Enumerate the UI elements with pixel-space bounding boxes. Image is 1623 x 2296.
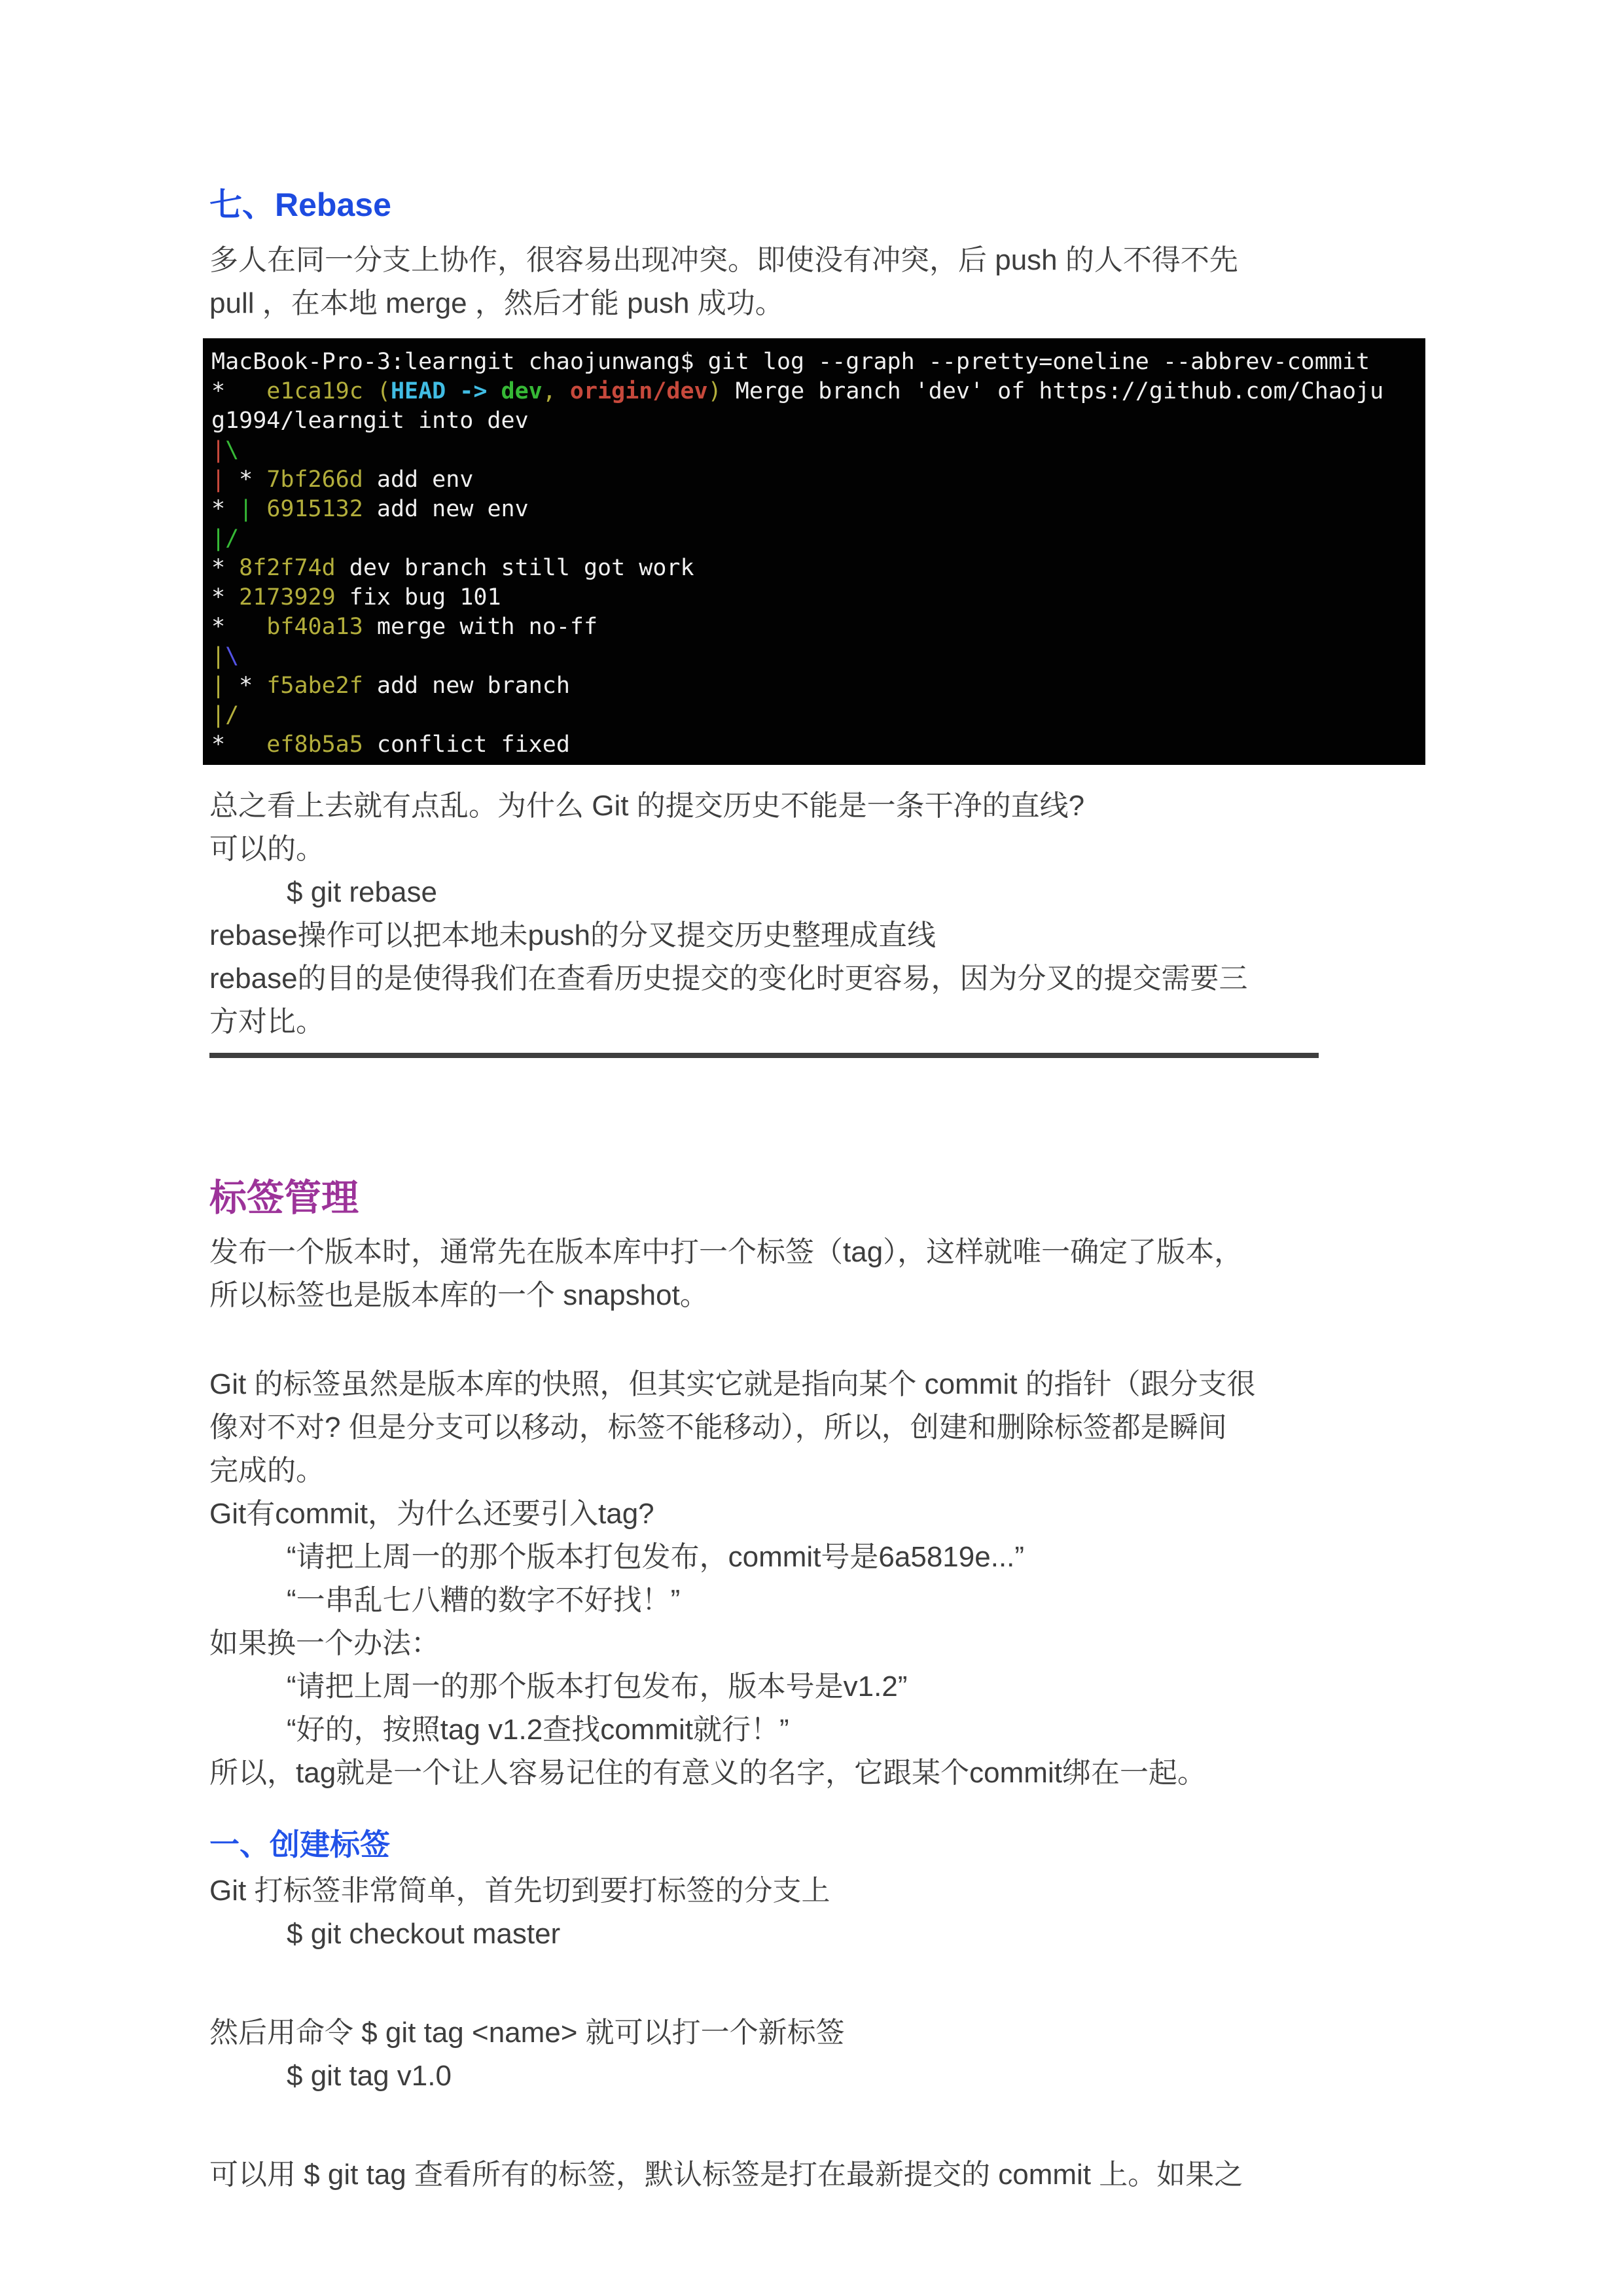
- text-line: Git有commit，为什么还要引入tag?: [209, 1498, 654, 1530]
- remote-ref: origin/dev: [569, 378, 708, 404]
- terminal-line: g1994/learngit into dev: [211, 408, 529, 434]
- graph-edge: \: [225, 437, 240, 463]
- head-ref: HEAD ->: [390, 378, 501, 404]
- commit-hash: 6915132: [266, 496, 363, 522]
- command-line: $ git rebase: [287, 876, 437, 908]
- terminal-line: [211, 347, 1425, 377]
- commit-hash: e1ca19c (: [266, 378, 391, 404]
- text-line: 如果换一个办法：: [209, 1627, 440, 1659]
- graph-edge: |/: [211, 702, 240, 728]
- quote-line: “一串乱七八糟的数字不好找！”: [287, 1584, 681, 1616]
- text-line: 完成的。: [209, 1455, 325, 1487]
- blank-space: [209, 1956, 1427, 2011]
- text-line: 所以，tag就是一个让人容易记住的有意义的名字，它跟某个commit绑在一起。: [209, 1757, 1206, 1789]
- terminal-line: [211, 436, 1425, 465]
- text-line: 发布一个版本时，通常先在版本库中打一个标签（tag），这样就唯一确定了版本，: [209, 1236, 1243, 1268]
- quote-line: “请把上周一的那个版本打包发布，版本号是v1.2”: [287, 1670, 908, 1703]
- text-line: 可以用 $ git tag 查看所有的标签，默认标签是打在最新提交的 commit 上。如果之: [209, 2159, 1243, 2191]
- text-line: 像对不对? 但是分支可以移动，标签不能移动），所以，创建和删除标签都是瞬间: [209, 1411, 1227, 1443]
- commit-hash: 2173929: [239, 584, 336, 610]
- command-line: $ git checkout master: [287, 1918, 561, 1950]
- terminal-line: [211, 701, 1425, 730]
- text-line: Git 的标签虽然是版本库的快照，但其实它就是指向某个 commit 的指针（跟分支很: [209, 1368, 1256, 1400]
- subsection-heading-create-tag: 一、创建标签: [209, 1828, 390, 1862]
- quote-line: “请把上周一的那个版本打包发布，commit号是6a5819e...”: [287, 1541, 1025, 1573]
- text-line: Git 打标签非常简单，首先切到要打标签的分支上: [209, 1875, 830, 1907]
- commit-hash: bf40a13: [266, 614, 363, 640]
- text-line: pull ，在本地 merge ，然后才能 push 成功。: [209, 287, 784, 319]
- terminal-line: * 2173929 fix bug 101: [211, 584, 501, 610]
- terminal-line: * | 6915132 add new env: [211, 496, 529, 522]
- tags-intro-paragraph: [209, 1231, 1427, 1317]
- graph-edge: |: [211, 643, 226, 669]
- commit-hash: ef8b5a5: [266, 732, 363, 758]
- blank-space: [209, 2098, 1427, 2153]
- create-tag-step1: [209, 1869, 1427, 1956]
- command-line: $ git tag v1.0: [287, 2060, 452, 2092]
- create-tag-step3: [209, 2153, 1427, 2197]
- commit-hash: 8f2f74d: [239, 555, 336, 581]
- quote-line: “好的，按照tag v1.2查找commit就行！”: [287, 1714, 789, 1746]
- text-line: 可以的。: [209, 833, 325, 865]
- terminal-line: * bf40a13 merge with no-ff: [211, 614, 598, 640]
- graph-edge: \: [225, 643, 240, 669]
- terminal-screenshot: [203, 338, 1425, 765]
- text-line: 然后用命令 $ git tag <name> 就可以打一个新标签: [209, 2017, 845, 2049]
- terminal-line: * ef8b5a5 conflict fixed: [211, 732, 570, 758]
- terminal-line: [211, 642, 1425, 671]
- graph-edge: |/: [211, 525, 240, 552]
- terminal-line: | * 7bf266d add env: [211, 467, 474, 493]
- terminal-line: * 8f2f74d dev branch still got work: [211, 555, 694, 581]
- terminal-line: [211, 524, 1425, 554]
- text-line: rebase操作可以把本地未push的分叉提交历史整理成直线: [209, 919, 936, 951]
- section-heading-tags: 标签管理: [209, 1177, 359, 1219]
- text-line: rebase的目的是使得我们在查看历史提交的变化时更容易，因为分叉的提交需要三: [209, 963, 1248, 995]
- text-line: 所以标签也是版本库的一个 snapshot。: [209, 1279, 709, 1311]
- commit-hash: 7bf266d: [266, 467, 363, 493]
- text-line: 总之看上去就有点乱。为什么 Git 的提交历史不能是一条干净的直线?: [209, 790, 1085, 822]
- terminal-line: * e1ca19c (HEAD -> dev, origin/dev) Merge branch 'dev' of https://github.com/Chaoju: [211, 378, 1384, 404]
- commit-hash: f5abe2f: [266, 673, 363, 699]
- horizontal-divider: [209, 1053, 1319, 1058]
- text-line: 方对比。: [209, 1006, 325, 1038]
- section-heading-rebase: 七、Rebase: [209, 186, 391, 223]
- terminal-prompt: MacBook-Pro-3:learngit chaojunwang$ git log --graph --pretty=oneline --abbrev-commit: [211, 349, 1370, 375]
- tags-explanation-paragraph: [209, 1363, 1427, 1795]
- branch-ref: dev: [501, 378, 543, 404]
- create-tag-step2: [209, 2011, 1427, 2098]
- text-line: 多人在同一分支上协作，很容易出现冲突。即使没有冲突，后 push 的人不得不先: [209, 244, 1238, 276]
- terminal-line: | * f5abe2f add new branch: [211, 673, 570, 699]
- rebase-intro-paragraph: [209, 239, 1427, 325]
- graph-edge: |: [211, 437, 226, 463]
- blank-space: [209, 1317, 1427, 1363]
- rebase-discussion-paragraph: [209, 785, 1427, 1044]
